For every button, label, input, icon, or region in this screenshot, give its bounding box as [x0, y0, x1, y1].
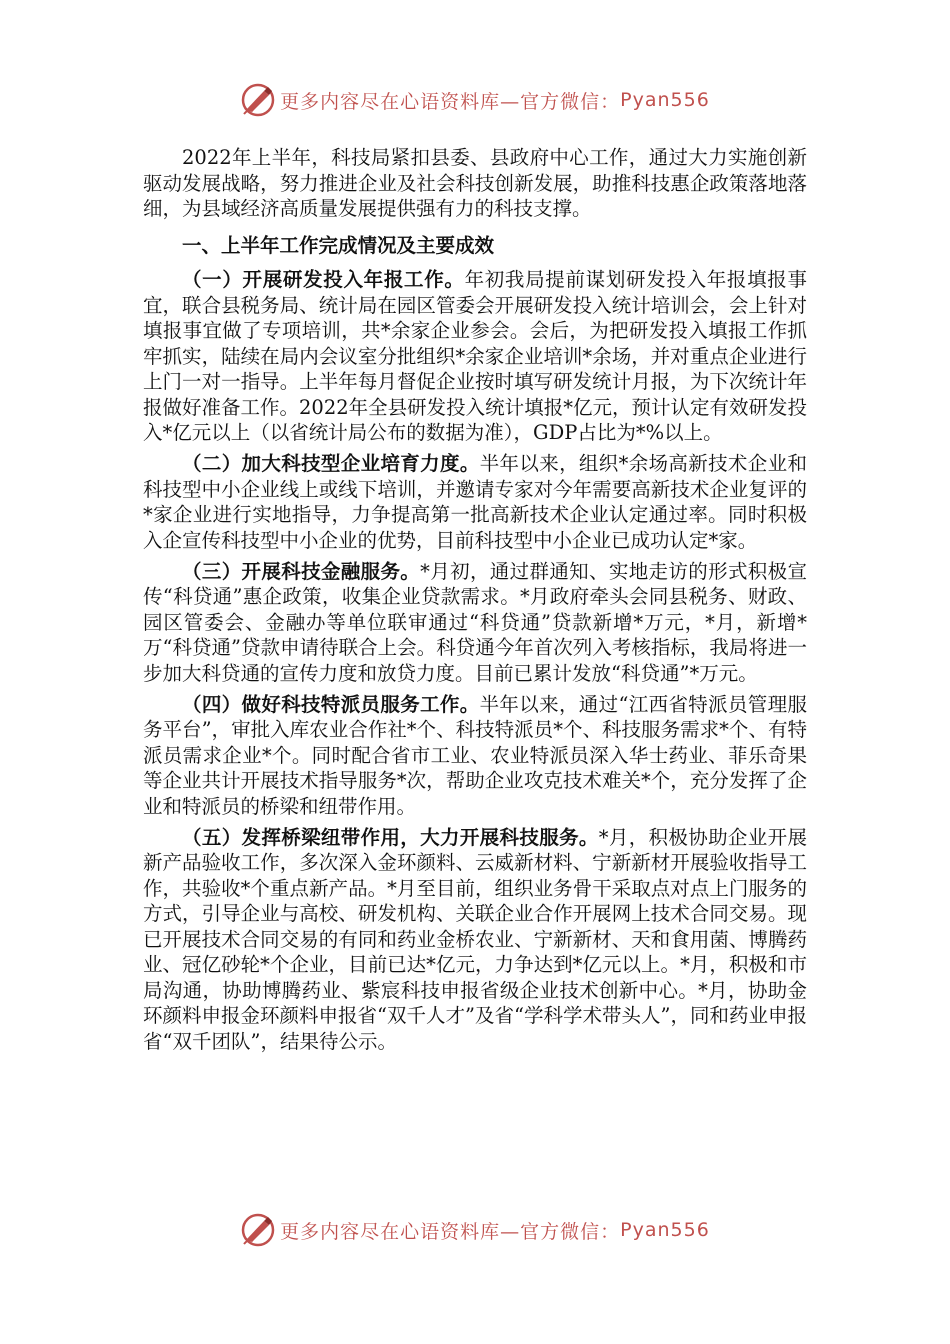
wechat-id: Pyan556 — [620, 89, 710, 111]
intro-paragraph: 2022年上半年，科技局紧扣县委、县政府中心工作，通过大力实施创新驱动发展战略，努力推进企业及社会科技创新发展，助推科技惠企政策落地落细，为县域经济高质量发展提供强有力的科技支撑。 — [143, 146, 807, 220]
item-body: *月初，通过群通知、实地走访的形式积极宣传“科贷通”惠企政策，收集企业贷款需求。*月政府牵头会同县税务、财政、园区管委会、金融办等单位联审通过“科贷通”贷款新增*万元，*月，新增*万“科贷通”贷款申请待联合上会。科贷通今年首次列入考核指标，我局将进一步加大科贷通的宣传力度和放贷力度。目前已累计发放“科贷通”*万元。 — [143, 559, 807, 685]
pen-nib-logo-icon — [240, 1212, 276, 1248]
document-body — [143, 145, 807, 1054]
item-lead: （一）开展研发投入年报工作。 — [182, 268, 465, 291]
item-lead: （二）加大科技型企业培育力度。 — [182, 452, 480, 475]
item-paragraph — [143, 559, 807, 687]
pen-nib-logo-icon — [240, 82, 276, 118]
item-lead: （四）做好科技特派员服务工作。 — [182, 692, 480, 716]
item-body: *月，积极协助企业开展新产品验收工作，多次深入金环颜料、云威新材料、宁新新材开展验收指导工作，共验收*个重点新产品。*月至目前，组织业务骨干采取点对点上门服务的方式，引导企业与高校、研发机构、关联企业合作开展网上技术合同交易。现已开展技术合同交易的有同和药业金桥农业、宁新新材、天和食用菌、博腾药业、冠亿砂轮*个企业，目前已达*亿元，力争达到*亿元以上。*月，积极和市局沟通，协助博腾药业、紫宸科技申报省级企业技术创新中心。*月，协助金环颜料申报金环颜料申报省“双千人才”及省“学科学术带头人”，同和药业申报省“双千团队”，结果待公示。 — [143, 825, 807, 1053]
footer-banner — [0, 1210, 950, 1250]
item-lead: （三）开展科技金融服务。 — [182, 559, 421, 583]
item-body: 年初我局提前谋划研发投入年报填报事宜，联合县税务局、统计局在园区管委会开展研发投入统计培训会，会上针对填报事宜做了专项培训，共*余家企业参会。会后，为把研发投入填报工作抓牢抓实，陆续在局内会议室分批组织*余家企业培训*余场，并对重点企业进行上门一对一指导。上半年每月督促企业按时填写研发统计月报，为下次统计年报做好准备工作。2022年全县研发投入统计填报*亿元，预计认定有效研发投入*亿元以上（以省统计局公布的数据为准），GDP占比为*%以上。 — [143, 268, 807, 444]
section-heading: 一、上半年工作完成情况及主要成效 — [182, 233, 495, 257]
item-body: 半年以来，组织*余场高新技术企业和科技型中小企业线上或线下培训，并邀请专家对今年需要高新技术企业复评的*家企业进行实地指导，力争提高第一批高新技术企业认定通过率。同时积极入企宣传科技型中小企业的优势，目前科技型中小企业已成功认定*家。 — [143, 452, 807, 552]
item-body: 半年以来，通过“江西省特派员管理服务平台”，审批入库农业合作社*个、科技特派员*个、科技服务需求*个、有特派员需求企业*个。同时配合省市工业、农业特派员深入华士药业、菲乐奇果等企业共计开展技术指导服务*次，帮助企业攻克技术难关*个，充分发挥了企业和特派员的桥梁和纽带作用。 — [143, 692, 807, 818]
header-banner — [0, 80, 950, 120]
banner-text: 更多内容尽在心语资料库—官方微信： — [280, 90, 621, 113]
wechat-id: Pyan556 — [620, 1219, 710, 1241]
item-lead: （五）发挥桥梁纽带作用，大力开展科技服务。 — [182, 825, 599, 849]
item-paragraph — [143, 267, 807, 446]
banner-text: 更多内容尽在心语资料库—官方微信： — [280, 1220, 621, 1243]
item-paragraph — [143, 451, 807, 553]
item-paragraph — [143, 825, 807, 1055]
item-paragraph — [143, 692, 807, 820]
